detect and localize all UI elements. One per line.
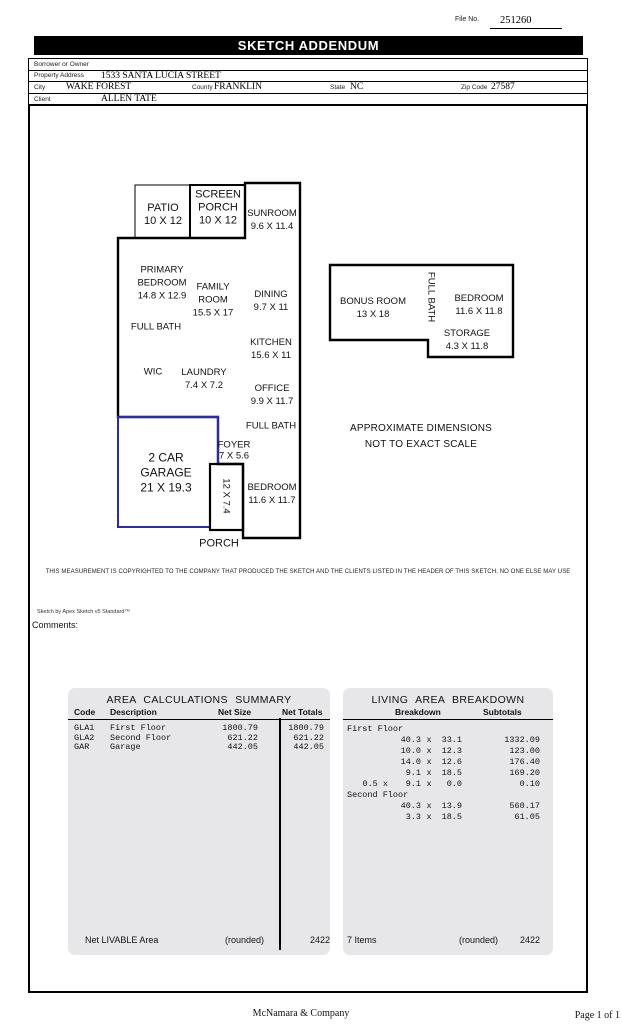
property-address-label: Property Address	[34, 72, 84, 80]
room-storage: STORAGE 4.3 X 11.8	[443, 328, 491, 352]
rounded-label: (rounded)	[224, 935, 264, 945]
living-breakdown-headers	[343, 706, 553, 719]
room-family-room: FAMILY ROOM 15.5 X 17	[192, 281, 234, 319]
room-porch-label: PORCH	[199, 537, 239, 550]
copyright-notice: THIS MEASUREMENT IS COPYRIGHTED TO THE COMPANY THAT PRODUCED THE SKETCH AND THE CLIENTS LISTED IN THE HEADER OF THIS SKETCH. NO ONE ELSE MAY USE	[45, 569, 571, 575]
living-breakdown-footer	[343, 935, 553, 945]
city-label: City	[34, 83, 46, 91]
table-row: GLA1 First Floor 1800.79 1800.79	[74, 723, 324, 733]
net-totals-divider	[279, 718, 281, 950]
page-title: SKETCH ADDENDUM	[34, 36, 583, 55]
section-label: Second Floor	[347, 790, 409, 800]
zip-label: Zip Code	[461, 83, 488, 91]
rounded-label: (rounded)	[458, 935, 498, 945]
client-label: Client	[34, 95, 51, 103]
col-breakdown: Breakdown	[395, 707, 441, 717]
county-label: County	[192, 83, 213, 91]
file-no-label: File No.	[455, 16, 480, 23]
breakdown-row: 0.5 x 9.1 x 0.0 0.10	[362, 779, 540, 789]
room-bedroom-second: BEDROOM 11.6 X 11.8	[454, 293, 504, 317]
room-office: OFFICE 9.9 X 11.7	[250, 383, 294, 407]
breakdown-row: 10.0 x 12.3 123.00	[400, 746, 540, 756]
company-footer: McNamara & Company	[252, 1008, 350, 1019]
room-bonus-room: BONUS ROOM 13 X 18	[340, 296, 406, 320]
breakdown-row: 9.1 x 18.5 169.20	[405, 768, 540, 778]
col-net-size: Net Size	[218, 707, 252, 717]
col-description: Description	[110, 707, 157, 717]
room-screen-porch: SCREEN PORCH 10 X 12	[195, 188, 241, 227]
room-dining: DINING 9.7 X 11	[253, 289, 289, 313]
area-calculations-summary-table	[68, 688, 330, 955]
sketch-by-credit: Sketch by Apex Sketch v5 Standard™	[37, 609, 130, 615]
col-code: Code	[74, 707, 96, 717]
state-label: State	[330, 83, 346, 91]
state-value: NC	[350, 82, 364, 93]
area-summary-headers	[68, 706, 330, 719]
county-value: FRANKLIN	[214, 82, 263, 93]
room-laundry: LAUNDRY 7.4 X 7.2	[181, 367, 227, 391]
borrower-label: Borrower or Owner	[34, 60, 89, 68]
breakdown-row: 40.3 x 13.9 560.17	[400, 801, 540, 811]
room-full-bath-hall: FULL BATH	[245, 420, 297, 432]
client-value: ALLEN TATE	[101, 94, 157, 105]
property-address-value: 1533 SANTA LUCIA STREET	[101, 70, 221, 81]
room-kitchen: KITCHEN 15.6 X 11	[250, 337, 292, 361]
breakdown-row: 40.3 x 33.1 1332.09	[400, 735, 540, 745]
room-sunroom: SUNROOM 9.6 X 11.4	[247, 208, 297, 232]
section-label: First Floor	[347, 724, 404, 734]
city-value: WAKE FOREST	[66, 82, 132, 93]
col-subtotals: Subtotals	[483, 707, 522, 717]
room-patio: PATIO 10 X 12	[144, 202, 182, 227]
room-bedroom-first: BEDROOM 11.6 X 11.7	[247, 482, 297, 506]
living-breakdown-title: LIVING AREA BREAKDOWN	[371, 694, 525, 706]
page-number: Page 1 of 1	[574, 1010, 620, 1021]
room-garage: 2 CAR GARAGE 21 X 19.3	[140, 450, 192, 495]
room-full-bath-main: FULL BATH	[130, 321, 182, 333]
table-row: GAR Garage 442.05 442.05	[74, 742, 324, 752]
breakdown-total: 2422	[519, 935, 540, 945]
net-livable-label: Net LIVABLE Area	[85, 935, 159, 945]
room-foyer: FOYER 7 X 5.6	[217, 439, 251, 461]
area-summary-footer	[68, 935, 330, 945]
zip-value: 27587	[491, 82, 515, 93]
breakdown-row: 3.3 x 18.5 61.05	[405, 812, 540, 822]
comments-label: Comments:	[32, 620, 79, 630]
scale-note: APPROXIMATE DIMENSIONS NOT TO EXACT SCALE	[349, 423, 493, 450]
room-porch-dims: 12 X 7.4	[220, 478, 232, 514]
room-primary-bedroom: PRIMARY BEDROOM 14.8 X 12.9	[137, 264, 187, 302]
items-count: 7 Items	[347, 935, 377, 945]
col-net-totals: Net Totals	[282, 707, 323, 717]
room-wic: WIC	[143, 366, 163, 378]
area-summary-title: AREA CALCULATIONS SUMMARY	[106, 694, 292, 706]
living-area-breakdown-table	[343, 688, 553, 955]
file-no-value: 251260	[490, 15, 562, 29]
breakdown-row: 14.0 x 12.6 176.40	[400, 757, 540, 767]
room-full-bath-second: FULL BATH	[425, 271, 437, 323]
table-row: GLA2 Second Floor 621.22 621.22	[74, 732, 324, 743]
net-livable-total: 2422	[309, 935, 330, 945]
